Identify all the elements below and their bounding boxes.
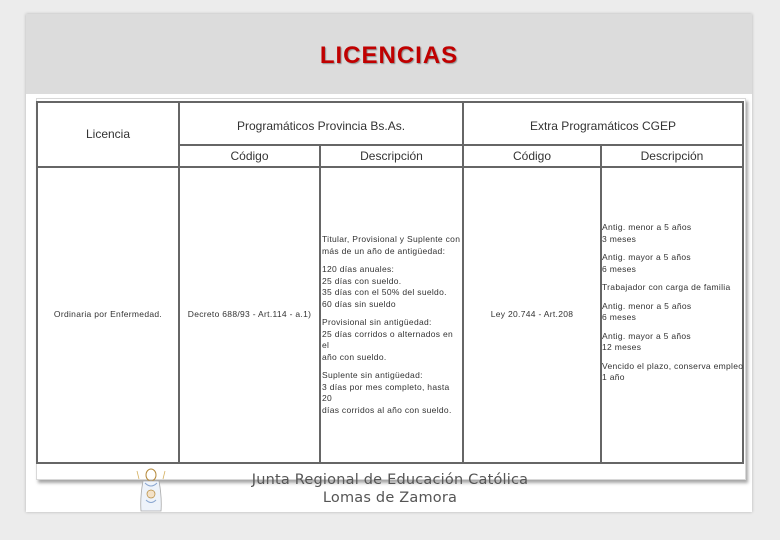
footer-line-2: Lomas de Zamora	[322, 490, 458, 506]
table-top-border	[36, 101, 744, 103]
description-line: 3 días por mes completo, hasta 20	[322, 381, 450, 403]
page-title: LICENCIAS	[319, 42, 459, 69]
col-divider-2	[319, 144, 321, 464]
header-codigo-extra: Código	[512, 149, 552, 163]
cell-codigo-prog: Decreto 688/93 - Art.114 - a.1)	[187, 309, 312, 319]
cell-descripcion-prog	[322, 234, 462, 416]
description-line: 25 días corridos o alternados en el	[322, 328, 454, 350]
description-line: Antig. menor a 5 años	[602, 222, 692, 232]
description-line: 120 días anuales:	[322, 264, 395, 274]
description-line: 25 días con sueldo.	[322, 275, 402, 286]
description-line	[602, 294, 744, 301]
description-line	[602, 275, 744, 282]
description-line: Titular, Provisional y Suplente con	[322, 234, 461, 244]
header-divider-top	[178, 144, 744, 146]
description-line	[322, 363, 462, 370]
cell-descripcion-extra	[602, 222, 744, 384]
description-line	[322, 310, 462, 317]
description-line: 6 meses	[602, 312, 637, 322]
cell-licencia: Ordinaria por Enfermedad.	[53, 309, 163, 319]
header-descripcion-prog: Descripción	[360, 149, 423, 163]
description-line	[322, 257, 462, 264]
table-bottom-border	[36, 462, 744, 464]
header-programaticos: Programáticos Provincia Bs.As.	[236, 119, 406, 133]
description-line: 3 meses	[602, 233, 637, 244]
description-line: Vencido el plazo, conserva empleo	[602, 360, 744, 371]
footer-line-1: Junta Regional de Educación Católica	[251, 472, 529, 488]
description-line	[602, 324, 744, 331]
description-line: Antig. mayor a 5 años	[602, 252, 691, 262]
description-line: 60 días sin sueldo	[322, 298, 396, 309]
description-line	[602, 354, 744, 361]
description-line: año con sueldo.	[322, 351, 387, 362]
header-extra-programaticos: Extra Programáticos CGEP	[529, 119, 677, 133]
header-licencia: Licencia	[85, 127, 131, 141]
table-left-border	[36, 101, 38, 464]
description-line: Antig. menor a 5 años	[602, 300, 692, 311]
description-line: Trabajador con carga de familia	[602, 282, 731, 292]
header-divider-bottom	[36, 166, 744, 168]
header-descripcion-extra: Descripción	[640, 149, 704, 163]
description-line: 12 meses	[602, 342, 642, 352]
description-line: más de un año de antigüedad:	[322, 245, 446, 256]
cell-codigo-extra: Ley 20.744 - Art.208	[490, 309, 574, 319]
description-line: Provisional sin antigüedad:	[322, 317, 432, 327]
description-line: 1 año	[602, 372, 625, 382]
description-line: Suplente sin antigüedad:	[322, 370, 423, 380]
description-line	[602, 245, 744, 252]
description-line: días corridos al año con sueldo.	[322, 404, 452, 415]
description-line: 6 meses	[602, 263, 637, 274]
description-line: 35 días con el 50% del sueldo.	[322, 287, 447, 297]
header-codigo-prog: Código	[230, 149, 269, 163]
description-line: Antig. mayor a 5 años	[602, 330, 691, 341]
